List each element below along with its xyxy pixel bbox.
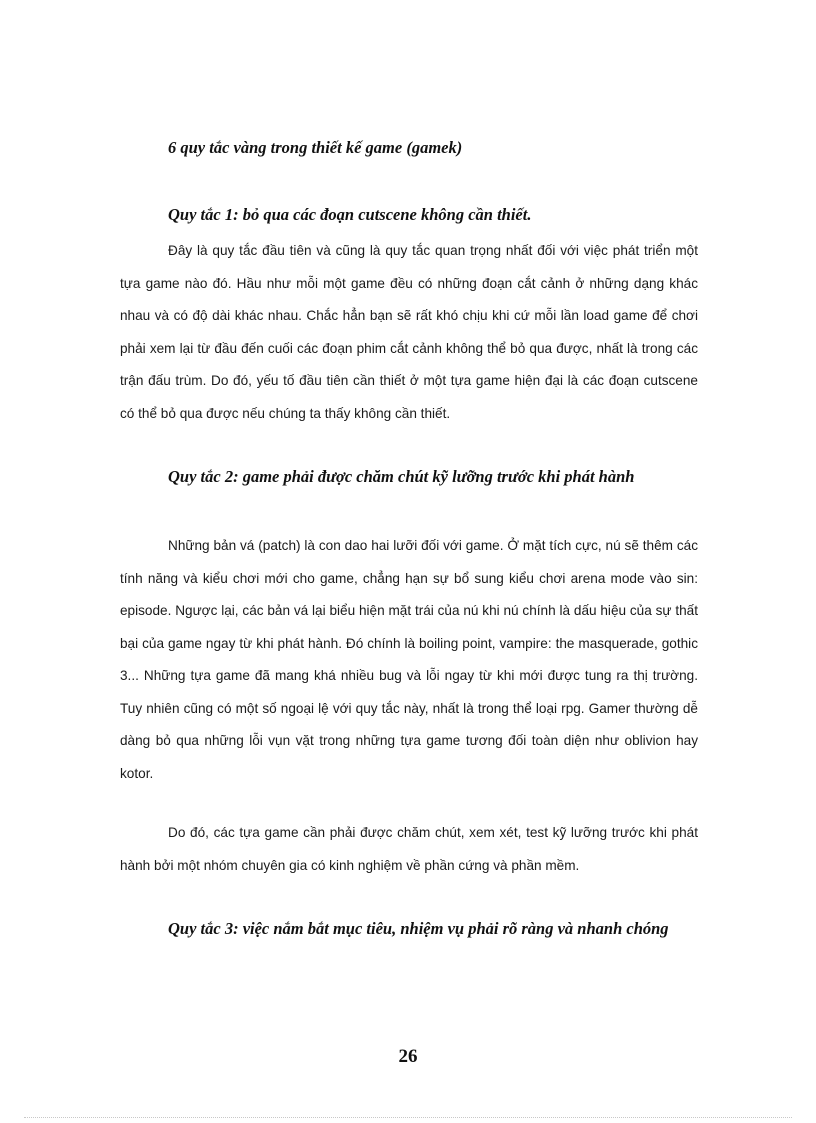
rule-2-paragraph-2: Do đó, các tựa game cần phải được chăm chút, xem xét, test kỹ lưỡng trước khi phát hành bởi một nhóm chuyên gia có kinh nghiệm về phần cứng và phần mềm. — [120, 825, 698, 873]
document-title: 6 quy tắc vàng trong thiết kế game (gamek) — [168, 138, 463, 157]
rule-2-heading: Quy tắc 2: game phải được chăm chút kỹ lưỡng trước khi phát hành — [168, 467, 635, 486]
rule-3-heading: Quy tắc 3: việc nắm bắt mục tiêu, nhiệm vụ phải rõ ràng và nhanh chóng — [168, 919, 669, 938]
page-number: 26 — [398, 1046, 418, 1067]
rule-2-paragraph-1: Những bản vá (patch) là con dao hai lưỡi đối với game. Ở mặt tích cực, nú sẽ thêm các tính năng và kiểu chơi mới cho game, chẳng hạn sự bổ sung kiểu chơi arena mode vào sin: episode. Ngược lại, các bản vá lại biểu hiện mặt trái của nú khi nú chính là dấu hiệu của sự thất bại của game ngay từ khi phát hành. Đó chính là boiling point, vampire: the masquerade, gothic 3... Những tựa game đã mang khá nhiều bug và lỗi ngay từ khi mới được tung ra thị trường. Tuy nhiên cũng có một số ngoại lệ với quy tắc này, nhất là trong thể loại rpg. Gamer thường dễ dàng bỏ qua những lỗi vụn vặt trong những tựa game tương đối toàn diện như oblivion hay kotor. — [120, 538, 698, 781]
rule-1-paragraph: Đây là quy tắc đầu tiên và cũng là quy tắc quan trọng nhất đối với việc phát triển một tựa game nào đó. Hầu như mỗi một game đều có những đoạn cắt cảnh ở những dạng khác nhau và có độ dài khác nhau. Chắc hẳn bạn sẽ rất khó chịu khi cứ mỗi lần load game để chơi phải xem lại từ đầu đến cuối các đoạn phim cắt cảnh không thể bỏ qua được, nhất là trong các trận đấu trùm. Do đó, yếu tố đầu tiên cần thiết ở một tựa game hiện đại là các đoạn cutscene có thể bỏ qua được nếu chúng ta thấy không cần thiết. — [120, 243, 698, 421]
rule-1-heading: Quy tắc 1: bỏ qua các đoạn cutscene không cần thiết. — [168, 205, 532, 224]
page-bottom-divider — [24, 1117, 792, 1118]
